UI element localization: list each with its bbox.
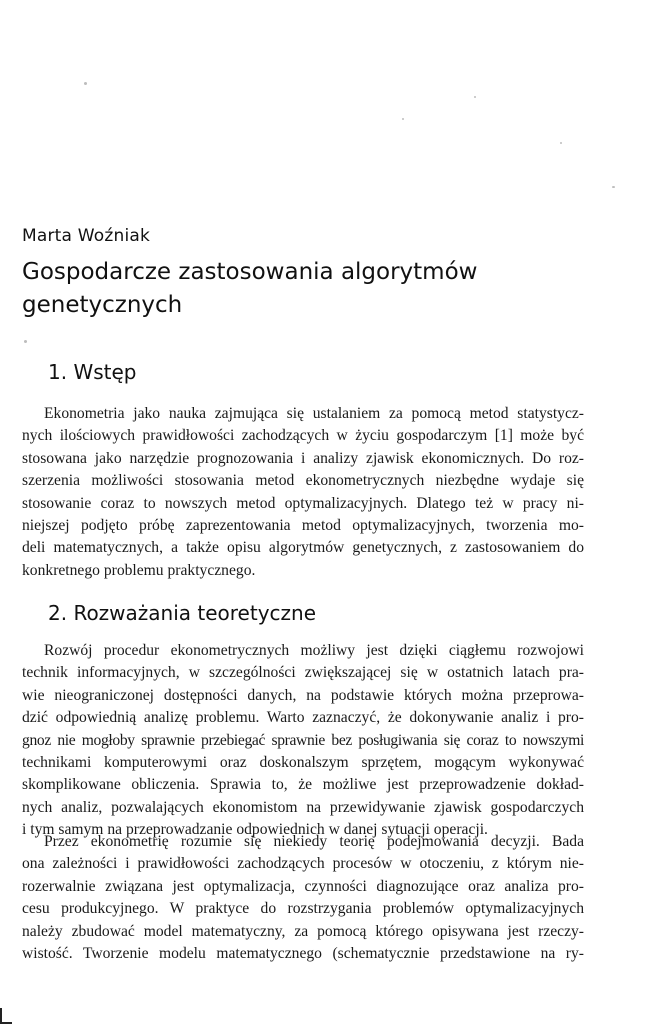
- text-line: wistość. Tworzenie modelu matematycznego (schematycznie przedstawione na ry-: [22, 945, 584, 963]
- text-line: rozerwalnie związana jest optymalizacja, czynności diagnozujące oraz analiza pro-: [22, 877, 584, 895]
- text-line: ona zależności i prawidłowości zachodzących procesów w otoczeniu, z którym nie-: [22, 855, 584, 873]
- text-line: technikami komputerowymi oraz doskonalszym sprzętem, mogącym wykonywać: [22, 754, 584, 772]
- text-line: skomplikowane obliczenia. Sprawia to, że możliwe jest przeprowadzenie dokład-: [22, 776, 584, 794]
- text-line: nych ilościowych prawidłowości zachodzących w życiu gospodarczym [1] może być: [22, 427, 584, 445]
- page-corner-mark: [0, 1008, 12, 1024]
- text-line: nych analiz, pozwalających ekonomistom na przewidywanie zjawisk gospodarczych: [22, 798, 584, 816]
- text-line: dzić odpowiednią analizę problemu. Warto zaznaczyć, że dokonywanie analiz i pro-: [22, 709, 584, 727]
- text-line: stosowanie coraz to nowszych metod optymalizacyjnych. Dlatego też w pracy ni-: [22, 494, 584, 512]
- text-line: Ekonometria jako nauka zajmująca się ustalaniem za pomocą metod statystycz-: [44, 405, 584, 422]
- text-line: gnoz nie mogłoby sprawnie przebiegać sprawnie bez posługiwania się coraz to nowszymi: [22, 731, 584, 749]
- paragraph-theory-1: [22, 640, 584, 842]
- scan-speck: [612, 186, 615, 188]
- paragraph-theory-2: [22, 831, 584, 965]
- scan-speck: [84, 82, 87, 85]
- author-name: Marta Woźniak: [22, 226, 151, 246]
- scan-speck: [474, 96, 476, 98]
- text-line: technik informacyjnych, w szczególności zwiększającej się w ostatnich latach pra-: [22, 664, 584, 682]
- section-heading-introduction: 1. Wstęp: [48, 360, 137, 384]
- scan-speck: [24, 340, 27, 343]
- scan-speck: [560, 142, 562, 144]
- text-line: szerzenia możliwości stosowania metod ekonometrycznych niezbędne wydaje się: [22, 472, 584, 490]
- scan-speck: [402, 118, 404, 120]
- section-heading-theory: 2. Rozważania teoretyczne: [48, 601, 317, 625]
- text-line: deli matematycznych, a także opisu algorytmów genetycznych, z zastosowaniem do: [22, 539, 584, 557]
- paragraph-introduction: [22, 403, 584, 582]
- text-line: stosowana jako narzędzie prognozowania i analizy zjawisk ekonomicznych. Do roz-: [22, 449, 584, 467]
- text-line: wie nieograniczonej dostępności danych, na podstawie których można przeprowa-: [22, 686, 584, 704]
- text-line: cesu produkcyjnego. W praktyce do rozstrzygania problemów optymalizacyjnych: [22, 900, 584, 918]
- text-line: konkretnego problemu praktycznego.: [22, 561, 256, 579]
- paper-title: Gospodarcze zastosowania algorytmów genetycznych: [22, 259, 478, 318]
- text-line: Rozwój procedur ekonometrycznych możliwy jest dzięki ciągłemu rozwojowi: [44, 642, 584, 659]
- text-line: należy zbudować model matematyczny, za pomocą którego opisywana jest rzeczy-: [22, 922, 584, 940]
- text-line: i tym samym na przeprowadzanie odpowiednich w danej sytuacji operacji.: [22, 821, 488, 839]
- text-line: Przez ekonometrię rozumie się niekiedy teorię podejmowania decyzji. Bada: [44, 833, 584, 850]
- text-line: niejszej podjęto próbę zaprezentowania metod optymalizacyjnych, tworzenia mo-: [22, 517, 584, 535]
